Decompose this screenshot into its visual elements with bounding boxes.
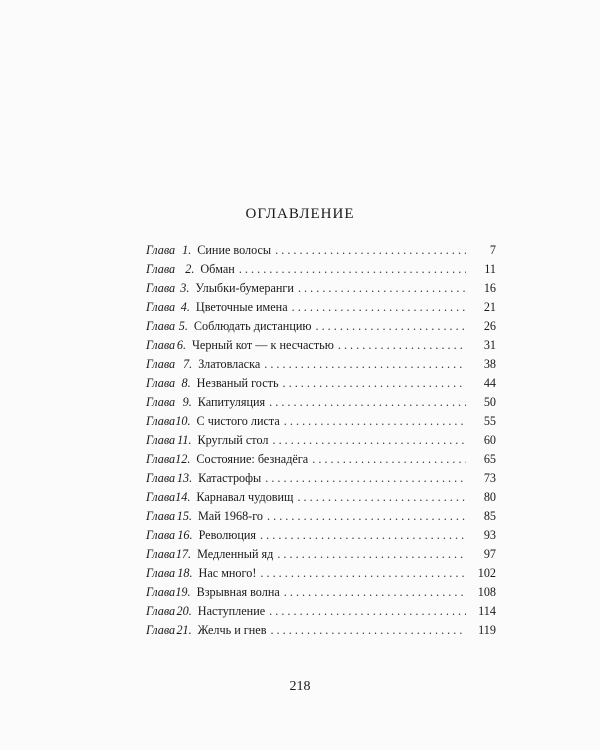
chapter-word: Глава bbox=[146, 262, 176, 276]
chapter-word: Глава bbox=[146, 395, 176, 409]
dot-leader bbox=[292, 300, 466, 315]
chapter-title: Медленный яд bbox=[197, 547, 274, 561]
chapter-page: 73 bbox=[483, 471, 496, 485]
toc-entry bbox=[146, 452, 496, 471]
chapter-page: 16 bbox=[483, 281, 496, 295]
chapter-word: Глава bbox=[146, 585, 176, 599]
chapter-page: 26 bbox=[483, 319, 496, 333]
toc-entry bbox=[146, 243, 496, 262]
chapter-number: 13. bbox=[176, 471, 193, 485]
chapter-number: 8. bbox=[181, 376, 191, 390]
toc-entry bbox=[146, 300, 496, 319]
toc-entry bbox=[146, 281, 496, 300]
dot-leader bbox=[284, 585, 466, 600]
toc-entry bbox=[146, 357, 496, 376]
chapter-number: 4. bbox=[180, 300, 190, 314]
dot-leader bbox=[269, 395, 466, 410]
chapter-word: Глава bbox=[146, 452, 176, 466]
chapter-title: Незваный гость bbox=[196, 376, 279, 390]
chapter-title: Наступление bbox=[197, 604, 266, 618]
chapter-page: 38 bbox=[483, 357, 496, 371]
chapter-word: Глава bbox=[146, 319, 176, 333]
chapter-word: Глава bbox=[146, 281, 176, 295]
chapter-number: 11. bbox=[177, 433, 192, 447]
chapter-title: Обман bbox=[200, 262, 235, 276]
chapter-word: Глава bbox=[146, 547, 176, 561]
chapter-page: 65 bbox=[483, 452, 496, 466]
chapter-title: Нас много! bbox=[198, 566, 257, 580]
chapter-page: 21 bbox=[483, 300, 496, 314]
chapter-title: С чистого листа bbox=[196, 414, 280, 428]
dot-leader bbox=[284, 414, 466, 429]
chapter-number: 20. bbox=[176, 604, 192, 618]
page-number: 218 bbox=[289, 679, 311, 694]
dot-leader bbox=[283, 376, 467, 391]
chapter-number: 14. bbox=[175, 490, 191, 504]
chapter-page: 93 bbox=[483, 528, 496, 542]
chapter-word: Глава bbox=[146, 376, 176, 390]
toc-entry bbox=[146, 528, 496, 547]
dot-leader bbox=[275, 243, 466, 258]
chapter-word: Глава bbox=[146, 414, 176, 428]
chapter-number: 3. bbox=[180, 281, 190, 295]
chapter-title: Синие волосы bbox=[197, 243, 272, 257]
chapter-title: Улыбки-бумеранги bbox=[195, 281, 294, 295]
dot-leader bbox=[260, 528, 466, 543]
dot-leader bbox=[269, 604, 466, 619]
dot-leader bbox=[260, 566, 466, 581]
chapter-page: 97 bbox=[483, 547, 496, 561]
toc-entry bbox=[146, 319, 496, 338]
chapter-title: Карнавал чудовищ bbox=[196, 490, 294, 504]
chapter-number: 12. bbox=[175, 452, 191, 466]
toc-title: ОГЛАВЛЕНИЕ bbox=[245, 206, 355, 222]
chapter-title: Цветочные имена bbox=[195, 300, 288, 314]
chapter-word: Глава bbox=[146, 471, 176, 485]
chapter-page: 102 bbox=[477, 566, 496, 580]
toc-entry bbox=[146, 338, 496, 357]
chapter-word: Глава bbox=[146, 566, 176, 580]
toc-entry bbox=[146, 604, 496, 623]
chapter-word: Глава bbox=[146, 604, 176, 618]
chapter-title: Черный кот — к несчастью bbox=[191, 338, 334, 352]
chapter-title: Капитуляция bbox=[197, 395, 266, 409]
chapter-page: 85 bbox=[483, 509, 496, 523]
dot-leader bbox=[312, 452, 466, 467]
chapter-title: Соблюдать дистанцию bbox=[193, 319, 312, 333]
chapter-word: Глава bbox=[146, 433, 176, 447]
toc-entry bbox=[146, 566, 496, 585]
dot-leader bbox=[265, 471, 466, 486]
toc-entry bbox=[146, 262, 496, 281]
chapter-title: Состояние: безнадёга bbox=[196, 452, 309, 466]
chapter-title: Май 1968-го bbox=[197, 509, 264, 523]
chapter-title: Златовласка bbox=[198, 357, 261, 371]
chapter-word: Глава bbox=[146, 623, 176, 637]
toc-entry bbox=[146, 490, 496, 509]
dot-leader bbox=[272, 433, 466, 448]
toc-entry bbox=[146, 376, 496, 395]
dot-leader bbox=[239, 262, 466, 277]
chapter-page: 44 bbox=[483, 376, 496, 390]
chapter-number: 7. bbox=[183, 357, 193, 371]
chapter-number: 1. bbox=[182, 243, 192, 257]
chapter-title: Взрывная волна bbox=[196, 585, 280, 599]
dot-leader bbox=[264, 357, 466, 372]
chapter-number: 10. bbox=[175, 414, 191, 428]
dot-leader bbox=[297, 490, 466, 505]
table-of-contents bbox=[146, 243, 496, 642]
chapter-word: Глава bbox=[146, 357, 176, 371]
dot-leader bbox=[315, 319, 466, 334]
chapter-page: 7 bbox=[489, 243, 496, 257]
toc-entry bbox=[146, 585, 496, 604]
chapter-title: Революция bbox=[198, 528, 257, 542]
chapter-page: 119 bbox=[478, 623, 496, 637]
chapter-page: 60 bbox=[483, 433, 496, 447]
chapter-title: Катастрофы bbox=[198, 471, 262, 485]
chapter-word: Глава bbox=[146, 509, 176, 523]
chapter-number: 19. bbox=[175, 585, 191, 599]
toc-entry bbox=[146, 433, 496, 452]
chapter-number: 9. bbox=[182, 395, 192, 409]
chapter-number: 6. bbox=[176, 338, 186, 352]
chapter-page: 108 bbox=[477, 585, 496, 599]
chapter-word: Глава bbox=[146, 490, 176, 504]
chapter-word: Глава bbox=[146, 243, 176, 257]
toc-entry bbox=[146, 395, 496, 414]
chapter-page: 114 bbox=[478, 604, 496, 618]
chapter-page: 50 bbox=[483, 395, 496, 409]
chapter-number: 21. bbox=[176, 623, 192, 637]
chapter-word: Глава bbox=[146, 528, 176, 542]
chapter-number: 15. bbox=[176, 509, 192, 523]
dot-leader bbox=[277, 547, 466, 562]
chapter-title: Желчь и гнев bbox=[197, 623, 267, 637]
toc-entry bbox=[146, 414, 496, 433]
toc-entry bbox=[146, 547, 496, 566]
chapter-number: 2. bbox=[185, 262, 195, 276]
toc-entry bbox=[146, 623, 496, 642]
chapter-word: Глава bbox=[146, 338, 176, 352]
chapter-number: 18. bbox=[177, 566, 193, 580]
chapter-number: 16. bbox=[177, 528, 193, 542]
dot-leader bbox=[298, 281, 466, 296]
chapter-word: Глава bbox=[146, 300, 176, 314]
toc-entry bbox=[146, 471, 496, 490]
dot-leader bbox=[267, 509, 466, 524]
chapter-page: 11 bbox=[484, 262, 496, 276]
chapter-number: 17. bbox=[175, 547, 192, 561]
chapter-number: 5. bbox=[178, 319, 188, 333]
chapter-page: 55 bbox=[483, 414, 496, 428]
dot-leader bbox=[338, 338, 466, 353]
chapter-page: 31 bbox=[483, 338, 496, 352]
toc-entry bbox=[146, 509, 496, 528]
chapter-page: 80 bbox=[483, 490, 496, 504]
dot-leader bbox=[270, 623, 466, 638]
chapter-title: Круглый стол bbox=[197, 433, 269, 447]
